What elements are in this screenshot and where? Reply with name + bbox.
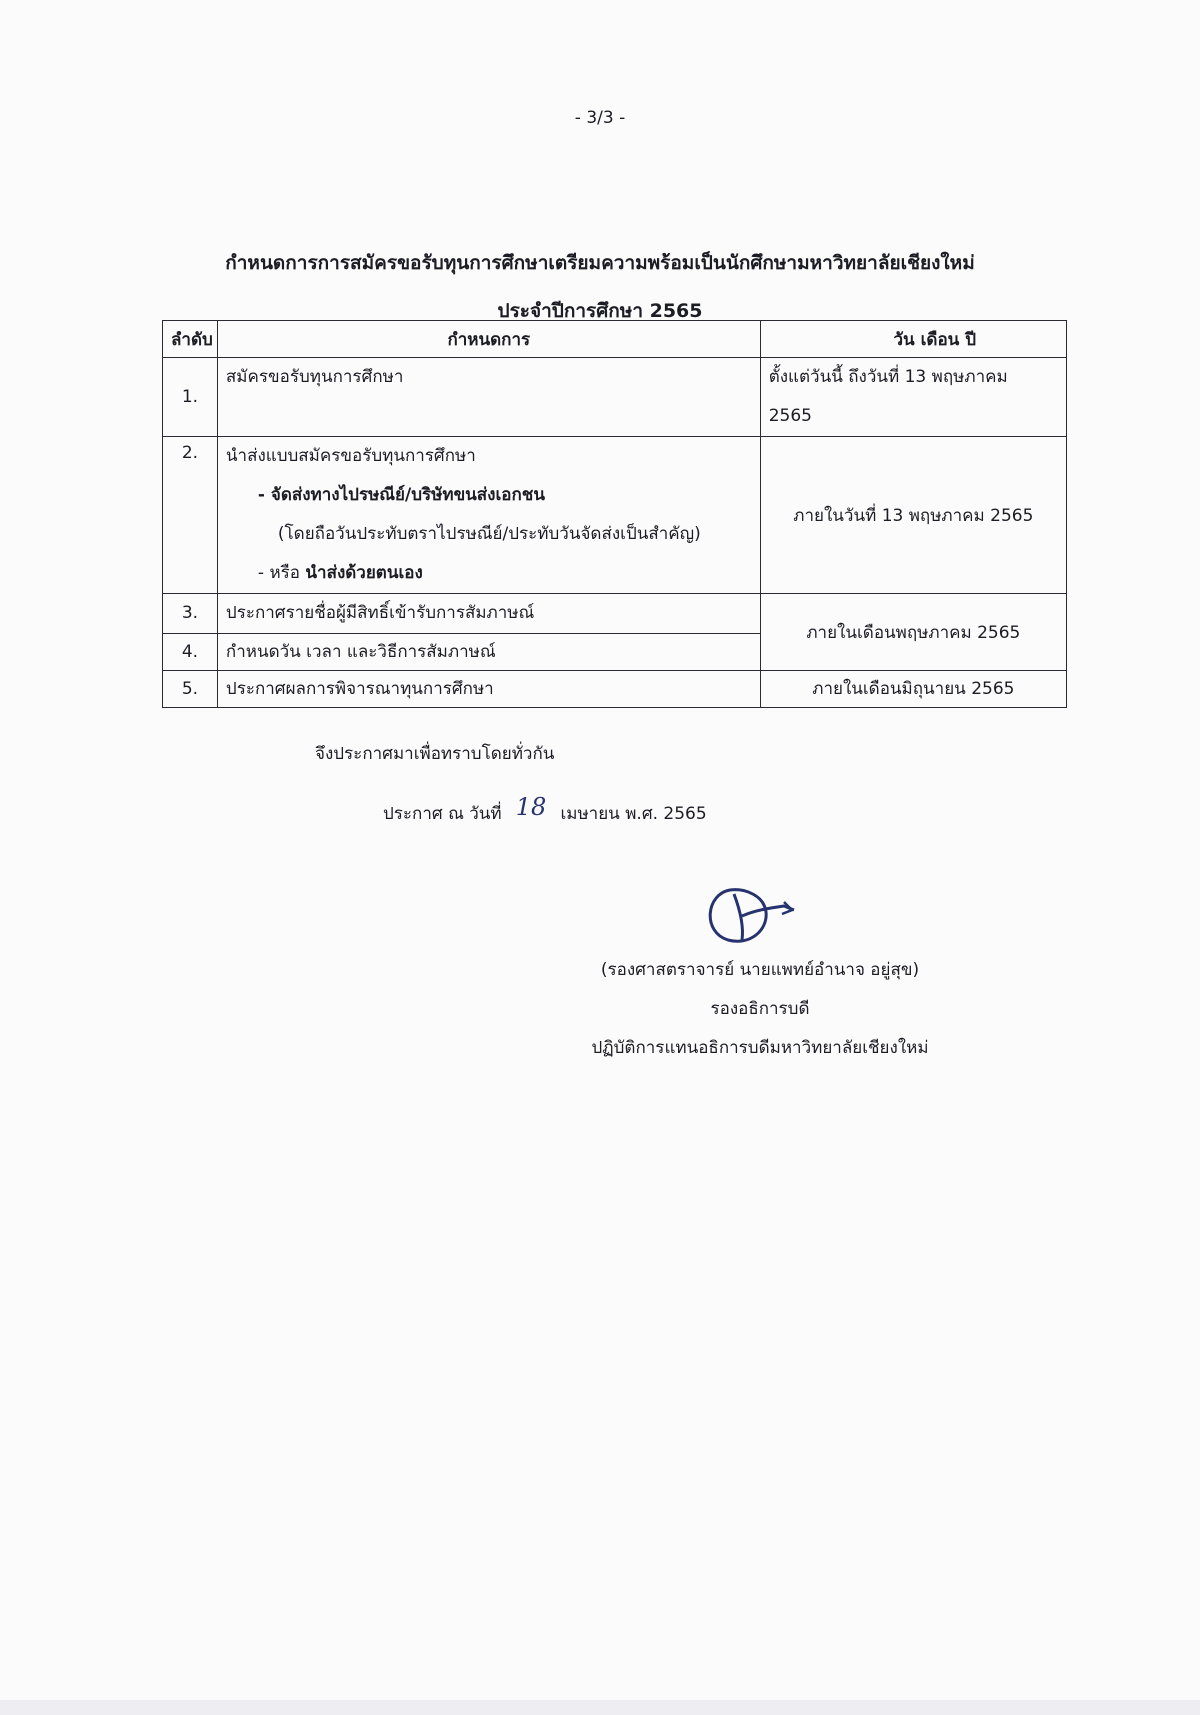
document-title: กำหนดการการสมัครขอรับทุนการศึกษาเตรียมความพร้อมเป็นนักศึกษามหาวิทยาลัยเชียงใหม่	[225, 252, 975, 274]
row-number: 2.	[163, 437, 218, 594]
row-date	[760, 358, 1066, 437]
signer-acting: ปฏิบัติการแทนอธิการบดีมหาวิทยาลัยเชียงใหม่	[591, 1038, 929, 1058]
handwritten-day: 18	[515, 793, 547, 821]
row-item: สมัครขอรับทุนการศึกษา	[217, 358, 760, 437]
table-row	[163, 358, 1067, 437]
date-prefix: ประกาศ ณ วันที่	[383, 804, 502, 824]
announcement-date	[383, 793, 707, 827]
row-item-sub1	[226, 476, 752, 515]
table-header-row	[163, 321, 1067, 358]
header-order: ลำดับ	[163, 321, 218, 358]
table-row	[163, 437, 1067, 594]
row-item: ประกาศผลการพิจารณาทุนการศึกษา	[217, 671, 760, 708]
row-number: 3.	[163, 594, 218, 634]
row-date: ภายในเดือนพฤษภาคม 2565	[760, 594, 1066, 671]
announcement-text: จึงประกาศมาเพื่อทราบโดยทั่วกัน	[315, 744, 555, 764]
date-month-year: เมษายน พ.ศ. 2565	[560, 804, 707, 824]
row-number: 1.	[163, 358, 218, 437]
row-item-sub2: (โดยถือวันประทับตราไปรษณีย์/ประทับวันจัดส่งเป็นสำคัญ)	[277, 524, 701, 544]
row-number: 4.	[163, 634, 218, 671]
row-item-sub3-bold: นำส่งด้วยตนเอง	[305, 563, 423, 583]
row-item-sub3	[226, 554, 752, 593]
row-item-sub1-text: - จัดส่งทางไปรษณีย์/บริษัทขนส่งเอกชน	[257, 485, 545, 505]
row-item: ประกาศรายชื่อผู้มีสิทธิ์เข้ารับการสัมภาษณ์	[217, 594, 760, 634]
row-date-line2: 2565	[768, 406, 812, 426]
row-date: ภายในเดือนมิถุนายน 2565	[760, 671, 1066, 708]
document-subtitle: ประจำปีการศึกษา 2565	[497, 300, 703, 322]
row-item-sub3-prefix: - หรือ	[257, 563, 300, 583]
signature-icon	[700, 880, 810, 950]
header-date: วัน เดือน ปี	[760, 321, 1066, 358]
row-item	[217, 437, 760, 594]
scan-bottom-edge	[0, 1700, 1200, 1715]
table-row	[163, 594, 1067, 634]
table-row	[163, 671, 1067, 708]
row-item: กำหนดวัน เวลา และวิธีการสัมภาษณ์	[217, 634, 760, 671]
header-schedule: กำหนดการ	[217, 321, 760, 358]
schedule-table	[162, 320, 1067, 708]
row-date: ภายในวันที่ 13 พฤษภาคม 2565	[760, 437, 1066, 594]
page-number: - 3/3 -	[574, 108, 626, 128]
row-date-line1: ตั้งแต่วันนี้ ถึงวันที่ 13 พฤษภาคม	[768, 367, 1008, 387]
signer-position: รองอธิการบดี	[710, 999, 810, 1019]
row-item-main: นำส่งแบบสมัครขอรับทุนการศึกษา	[225, 446, 476, 466]
signer-name: (รองศาสตราจารย์ นายแพทย์อำนาจ อยู่สุข)	[600, 960, 920, 980]
row-number: 5.	[163, 671, 218, 708]
